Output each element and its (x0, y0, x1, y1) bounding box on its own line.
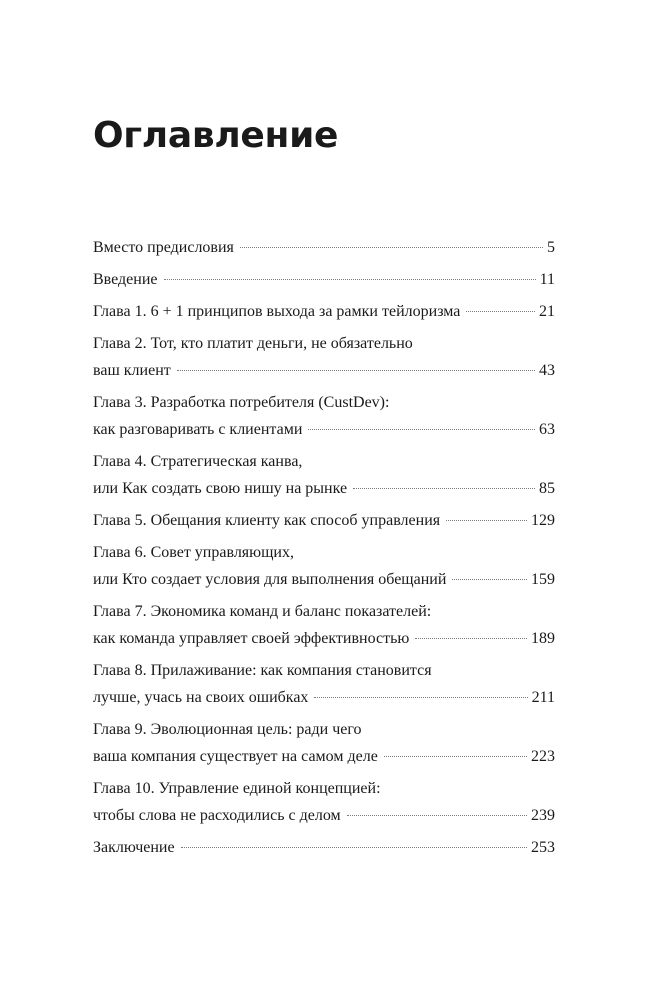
toc-dot-leader (177, 370, 535, 371)
toc-entry-title-line: Глава 10. Управление единой концепцией: (93, 780, 381, 797)
toc-entry-title: ваш клиент (93, 362, 171, 379)
toc-entry-title: чтобы слова не расходились с делом (93, 807, 341, 824)
toc-entry-last-line (93, 625, 555, 652)
toc-dot-leader (164, 279, 536, 280)
toc-page-number: 253 (531, 839, 555, 856)
toc-entry-last-line (93, 684, 555, 711)
toc-page-number: 223 (531, 748, 555, 765)
toc-entry-title: Вместо предисловия (93, 239, 234, 256)
toc-entry[interactable] (93, 657, 555, 711)
toc-dot-leader (452, 579, 527, 580)
toc-page-number: 5 (547, 239, 555, 256)
toc-page-number: 63 (539, 421, 555, 438)
toc-entry-title: Введение (93, 271, 158, 288)
toc-entry-last-line (93, 298, 555, 325)
table-of-contents (93, 234, 555, 866)
toc-page-number: 85 (539, 480, 555, 497)
toc-dot-leader (308, 429, 535, 430)
toc-dot-leader (466, 311, 535, 312)
toc-entry[interactable] (93, 389, 555, 443)
toc-entry-title: ваша компания существует на самом деле (93, 748, 378, 765)
toc-entry-title: лучше, учась на своих ошибках (93, 689, 309, 706)
toc-entry[interactable] (93, 598, 555, 652)
toc-entry-title: Заключение (93, 839, 175, 856)
toc-entry[interactable] (93, 716, 555, 770)
toc-entry-title-line: Глава 9. Эволюционная цель: ради чего (93, 721, 362, 738)
toc-entry-title-line: Глава 2. Тот, кто платит деньги, не обязательно (93, 335, 413, 352)
toc-entry-title: или Как создать свою нишу на рынке (93, 480, 348, 497)
toc-page-number: 159 (531, 571, 555, 588)
toc-entry-last-line (93, 475, 555, 502)
toc-dot-leader (181, 847, 527, 848)
toc-entry-last-line (93, 357, 555, 384)
toc-entry[interactable] (93, 234, 555, 261)
toc-dot-leader (384, 756, 527, 757)
toc-dot-leader (353, 488, 535, 489)
toc-entry-last-line (93, 743, 555, 770)
toc-page-number: 129 (531, 512, 555, 529)
toc-entry-last-line (93, 834, 555, 861)
toc-entry[interactable] (93, 330, 555, 384)
toc-dot-leader (415, 638, 527, 639)
toc-entry-title: как разговаривать с клиентами (93, 421, 303, 438)
toc-entry-title-line: Глава 8. Прилаживание: как компания становится (93, 662, 432, 679)
toc-page-number: 11 (539, 271, 555, 288)
toc-entry-title: или Кто создает условия для выполнения обещаний (93, 571, 447, 588)
toc-entry-title: как команда управляет своей эффективностью (93, 630, 410, 647)
toc-page-number: 21 (539, 303, 555, 320)
toc-entry-last-line (93, 266, 555, 293)
toc-page-number: 211 (531, 689, 555, 706)
toc-entry-last-line (93, 234, 555, 261)
toc-entry[interactable] (93, 266, 555, 293)
toc-page-number: 239 (531, 807, 555, 824)
toc-dot-leader (240, 247, 543, 248)
toc-entry[interactable] (93, 298, 555, 325)
page-title: Оглавление (93, 115, 339, 156)
toc-entry-last-line (93, 507, 555, 534)
toc-entry-last-line (93, 802, 555, 829)
toc-entry-title: Глава 1. 6 + 1 принципов выхода за рамки тейлоризма (93, 303, 461, 320)
toc-page-number: 43 (539, 362, 555, 379)
toc-entry-last-line (93, 566, 555, 593)
toc-entry-last-line (93, 416, 555, 443)
toc-dot-leader (347, 815, 527, 816)
toc-entry[interactable] (93, 539, 555, 593)
toc-entry[interactable] (93, 775, 555, 829)
toc-entry-title-line: Глава 4. Стратегическая канва, (93, 453, 303, 470)
toc-entry[interactable] (93, 507, 555, 534)
toc-entry[interactable] (93, 834, 555, 861)
toc-entry-title-line: Глава 6. Совет управляющих, (93, 544, 294, 561)
toc-dot-leader (314, 697, 527, 698)
toc-dot-leader (446, 520, 527, 521)
toc-entry-title-line: Глава 7. Экономика команд и баланс показателей: (93, 603, 432, 620)
toc-entry[interactable] (93, 448, 555, 502)
toc-entry-title-line: Глава 3. Разработка потребителя (CustDev): (93, 394, 390, 411)
toc-page-number: 189 (531, 630, 555, 647)
toc-entry-title: Глава 5. Обещания клиенту как способ управления (93, 512, 441, 529)
